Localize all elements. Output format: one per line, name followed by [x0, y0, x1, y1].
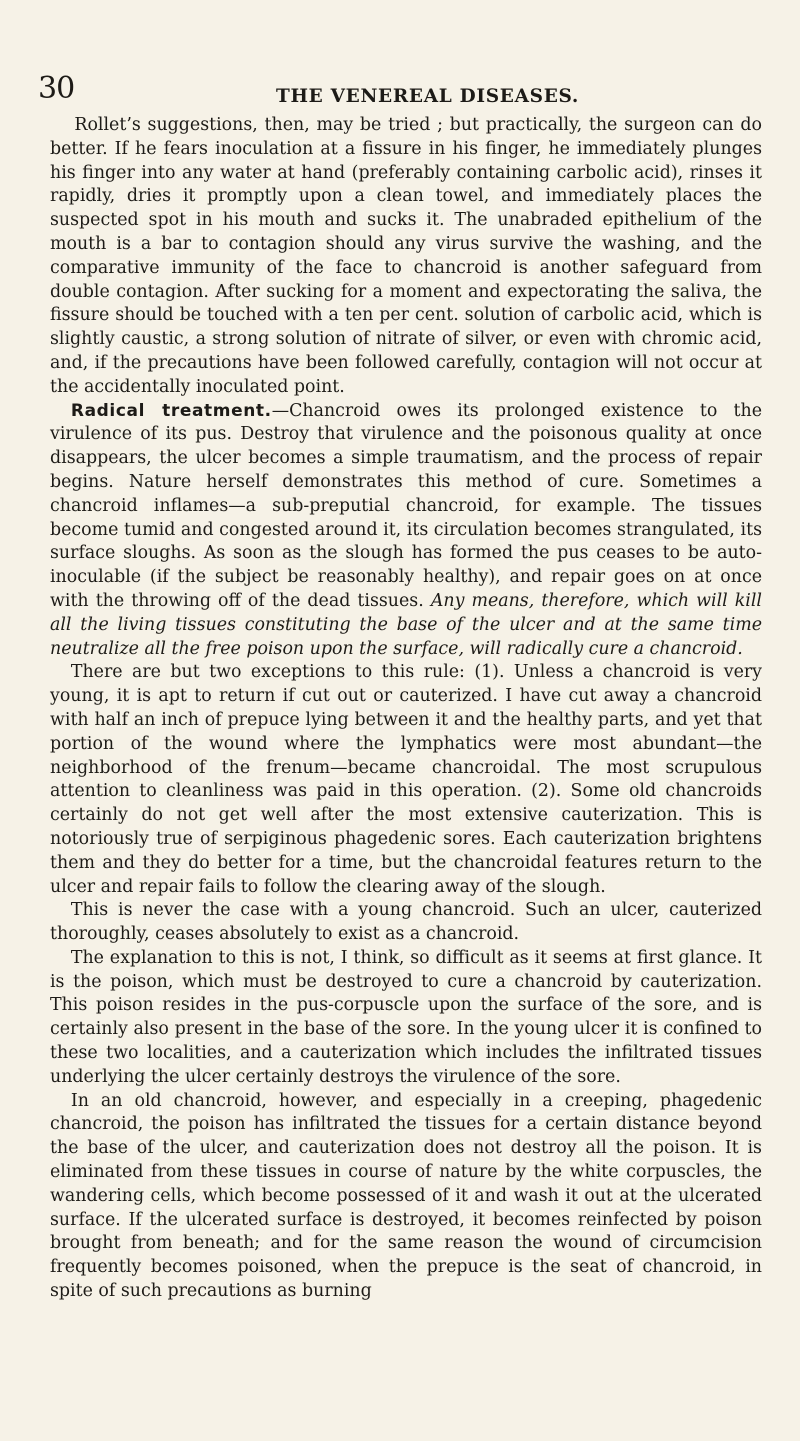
paragraph-two-exceptions: There are but two exceptions to this rule: (1). Unless a chancroid is very young, it is apt to return if cut out or cauterized. I have cut away a chancroid with half an inch of prepuce lying between it and the healthy parts, and yet that portion of the wound where the lymphatics were most abundant—the neighborhood of the frenum—became chancroidal. The most scrupulous attention to cleanliness was paid in this operation. (2). Some old chancroids certainly do not get well after the most extensive cauterization. This is notoriously true of serpiginous phagedenic sores. Each cauterization brightens them and they do better for a time, but the chancroidal features return to the ulcer and repair fails to follow the clearing away of the slough.: [50, 662, 762, 897]
paragraph-young-chancroid: This is never the case with a young chancroid. Such an ulcer, cauterized thoroughly, ceases absolutely to exist as a chancroid.: [50, 900, 762, 945]
book-page: [0, 71, 800, 1441]
running-head: [38, 71, 762, 122]
paragraph-explanation: The explanation to this is not, I think, so difficult as it seems at first glance. It is the poison, which must be destroyed to cure a chancroid by cauterization. This poison resides in the pus-corpuscle upon the surface of the sore, and is certainly also present in the base of the sore. In the young ulcer it is confined to these two localities, and a cauterization which includes the infiltrated tissues underlying the ulcer certainly destroys the virulence of the sore.: [50, 947, 762, 1087]
running-title: THE VENEREAL DISEASES.: [276, 86, 580, 107]
radical-treatment-text: —Chancroid owes its prolonged existence to the virulence of its pus. Destroy that virulence and the poisonous quality at once disappears, the ulcer becomes a simple traumatism, and the process of repair begins. Nature herself demonstrates this method of cure. Sometimes a chancroid inflames—a sub-preputial chancroid, for example. The tissues become tumid and congested around it, its circulation becomes strangulated, its surface sloughs. As soon as the slough has formed the pus ceases to be auto-inoculable (if the subject be reasonably healthy), and repair goes on at once with the throwing off of the dead tissues.: [50, 400, 763, 611]
radical-treatment-italic: Any means, therefore, which will kill all the living tissues constituting the base of the ulcer and at the same time neutralize all the free poison upon the surface, will radically cure a chancroid.: [50, 590, 762, 659]
paragraph-old-chancroid: In an old chancroid, however, and especially in a creeping, phagedenic chancroid, the poison has infiltrated the tissues for a certain distance beyond the base of the ulcer, and cauterization does not destroy all the poison. It is eliminated from these tissues in course of nature by the white corpuscles, the wandering cells, which become possessed of it and wash it out at the ulcerated surface. If the ulcerated surface is destroyed, it becomes reinfected by poison brought from beneath; and for the same reason the wound of circumcision frequently becomes poisoned, when the prepuce is the seat of chancroid, in spite of such precautions as burning: [50, 1090, 762, 1302]
paragraph-rollet-suggestions: Rollet’s suggestions, then, may be tried ; but practically, the surgeon can do better. If he fears inoculation at a fissure in his finger, he immediately plunges his finger into any water at hand (preferably containing carbolic acid), rinses it rapidly, dries it promptly upon a clean towel, and immediately places the suspected spot in his mouth and sucks it. The unabraded epithelium of the mouth is a bar to contagion should any virus survive the washing, and the comparative immunity of the face to chancroid is another safeguard from double contagion. After sucking for a moment and expectorating the saliva, the fissure should be touched with a ten per cent. solution of carbolic acid, which is slightly caustic, a strong solution of nitrate of silver, or even with chromic acid, and, if the precautions have been followed carefully, contagion will not occur at the accidentally inoculated point.: [50, 115, 762, 397]
page-number: 30: [38, 71, 75, 106]
section-heading-radical-treatment: Radical treatment.: [70, 400, 272, 421]
paragraph-radical-treatment: [50, 400, 762, 662]
body-text: [50, 114, 762, 1304]
